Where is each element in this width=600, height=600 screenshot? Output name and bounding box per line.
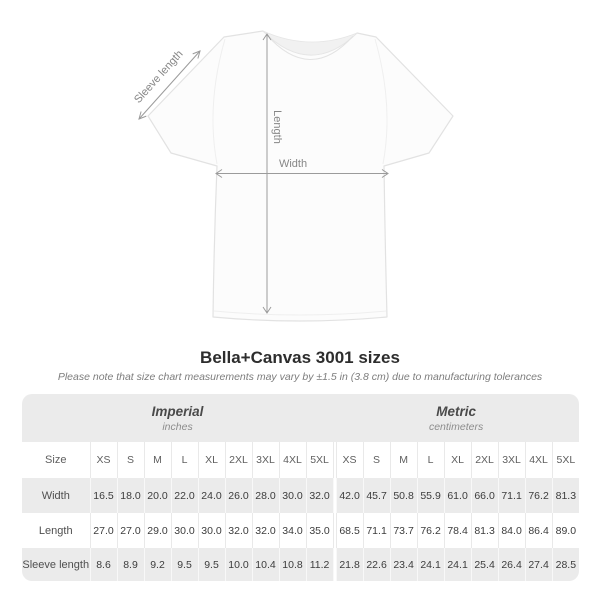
sleeve-length-label: Sleeve length <box>132 48 186 106</box>
cell-value: 71.1 <box>363 513 390 548</box>
cell-value: 20.0 <box>144 478 171 513</box>
cell-value: 32.0 <box>306 478 333 513</box>
size-col-header: M <box>390 442 417 478</box>
cell-value: 73.7 <box>390 513 417 548</box>
cell-value: 26.0 <box>225 478 252 513</box>
cell-value: 29.0 <box>144 513 171 548</box>
cell-value: 24.0 <box>198 478 225 513</box>
imperial-section-header <box>22 394 333 442</box>
size-col-header: S <box>117 442 144 478</box>
cell-value: 71.1 <box>498 478 525 513</box>
table-row-length <box>22 513 579 548</box>
size-chart-table-container <box>22 394 579 581</box>
cell-value: 21.8 <box>336 548 363 581</box>
cell-value: 76.2 <box>417 513 444 548</box>
width-label: Width <box>278 158 308 170</box>
cell-value: 9.5 <box>171 548 198 581</box>
cell-value: 27.0 <box>90 513 117 548</box>
size-col-header: 3XL <box>252 442 279 478</box>
cell-value: 35.0 <box>306 513 333 548</box>
cell-value: 61.0 <box>444 478 471 513</box>
cell-value: 68.5 <box>336 513 363 548</box>
cell-value: 55.9 <box>417 478 444 513</box>
cell-value: 11.2 <box>306 548 333 581</box>
tshirt-body <box>148 31 453 321</box>
size-col-header: 4XL <box>525 442 552 478</box>
metric-unit: centimeters <box>428 420 484 433</box>
cell-value: 81.3 <box>471 513 498 548</box>
size-col-header: 4XL <box>279 442 306 478</box>
cell-value: 24.1 <box>444 548 471 581</box>
page-title: Bella+Canvas 3001 sizes <box>200 348 400 367</box>
cell-value: 10.4 <box>252 548 279 581</box>
size-col-header: 2XL <box>225 442 252 478</box>
metric-label: Metric <box>436 403 476 419</box>
row-label: Width <box>22 478 90 513</box>
cell-value: 30.0 <box>279 478 306 513</box>
section-header-row <box>22 394 579 442</box>
cell-value: 32.0 <box>225 513 252 548</box>
size-col-header: L <box>171 442 198 478</box>
size-corner-header: Size <box>22 442 90 478</box>
cell-value: 27.4 <box>525 548 552 581</box>
cell-value: 10.0 <box>225 548 252 581</box>
cell-value: 22.6 <box>363 548 390 581</box>
cell-value: 50.8 <box>390 478 417 513</box>
size-col-header: 3XL <box>498 442 525 478</box>
table-row-sleeve-length <box>22 548 579 581</box>
cell-value: 8.9 <box>117 548 144 581</box>
cell-value: 18.0 <box>117 478 144 513</box>
cell-value: 9.2 <box>144 548 171 581</box>
cell-value: 23.4 <box>390 548 417 581</box>
cell-value: 28.0 <box>252 478 279 513</box>
cell-value: 78.4 <box>444 513 471 548</box>
size-col-header: M <box>144 442 171 478</box>
cell-value: 34.0 <box>279 513 306 548</box>
cell-value: 66.0 <box>471 478 498 513</box>
cell-value: 10.8 <box>279 548 306 581</box>
cell-value: 24.1 <box>417 548 444 581</box>
cell-value: 27.0 <box>117 513 144 548</box>
imperial-unit: inches <box>162 420 193 433</box>
cell-value: 76.2 <box>525 478 552 513</box>
table-row-width <box>22 478 579 513</box>
size-col-header: 5XL <box>306 442 333 478</box>
length-label: Length <box>271 110 283 144</box>
row-label: Sleeve length <box>22 548 90 581</box>
cell-value: 26.4 <box>498 548 525 581</box>
size-chart-table <box>22 394 579 581</box>
size-header-row <box>22 442 579 478</box>
cell-value: 30.0 <box>171 513 198 548</box>
metric-section-header <box>333 394 579 442</box>
cell-value: 8.6 <box>90 548 117 581</box>
size-col-header: XL <box>198 442 225 478</box>
cell-value: 25.4 <box>471 548 498 581</box>
cell-value: 45.7 <box>363 478 390 513</box>
size-col-header: 5XL <box>552 442 579 478</box>
size-col-header: 2XL <box>471 442 498 478</box>
size-col-header: XS <box>336 442 363 478</box>
cell-value: 86.4 <box>525 513 552 548</box>
imperial-label: Imperial <box>151 403 204 419</box>
cell-value: 28.5 <box>552 548 579 581</box>
size-col-header: L <box>417 442 444 478</box>
size-col-header: S <box>363 442 390 478</box>
cell-value: 22.0 <box>171 478 198 513</box>
cell-value: 9.5 <box>198 548 225 581</box>
cell-value: 32.0 <box>252 513 279 548</box>
cell-value: 81.3 <box>552 478 579 513</box>
cell-value: 89.0 <box>552 513 579 548</box>
cell-value: 16.5 <box>90 478 117 513</box>
row-label: Length <box>22 513 90 548</box>
cell-value: 30.0 <box>198 513 225 548</box>
size-col-header: XS <box>90 442 117 478</box>
cell-value: 42.0 <box>336 478 363 513</box>
tolerance-note: Please note that size chart measurements may vary by ±1.5 in (3.8 cm) due to manufacturing tolerances <box>57 371 543 383</box>
size-col-header: XL <box>444 442 471 478</box>
cell-value: 84.0 <box>498 513 525 548</box>
